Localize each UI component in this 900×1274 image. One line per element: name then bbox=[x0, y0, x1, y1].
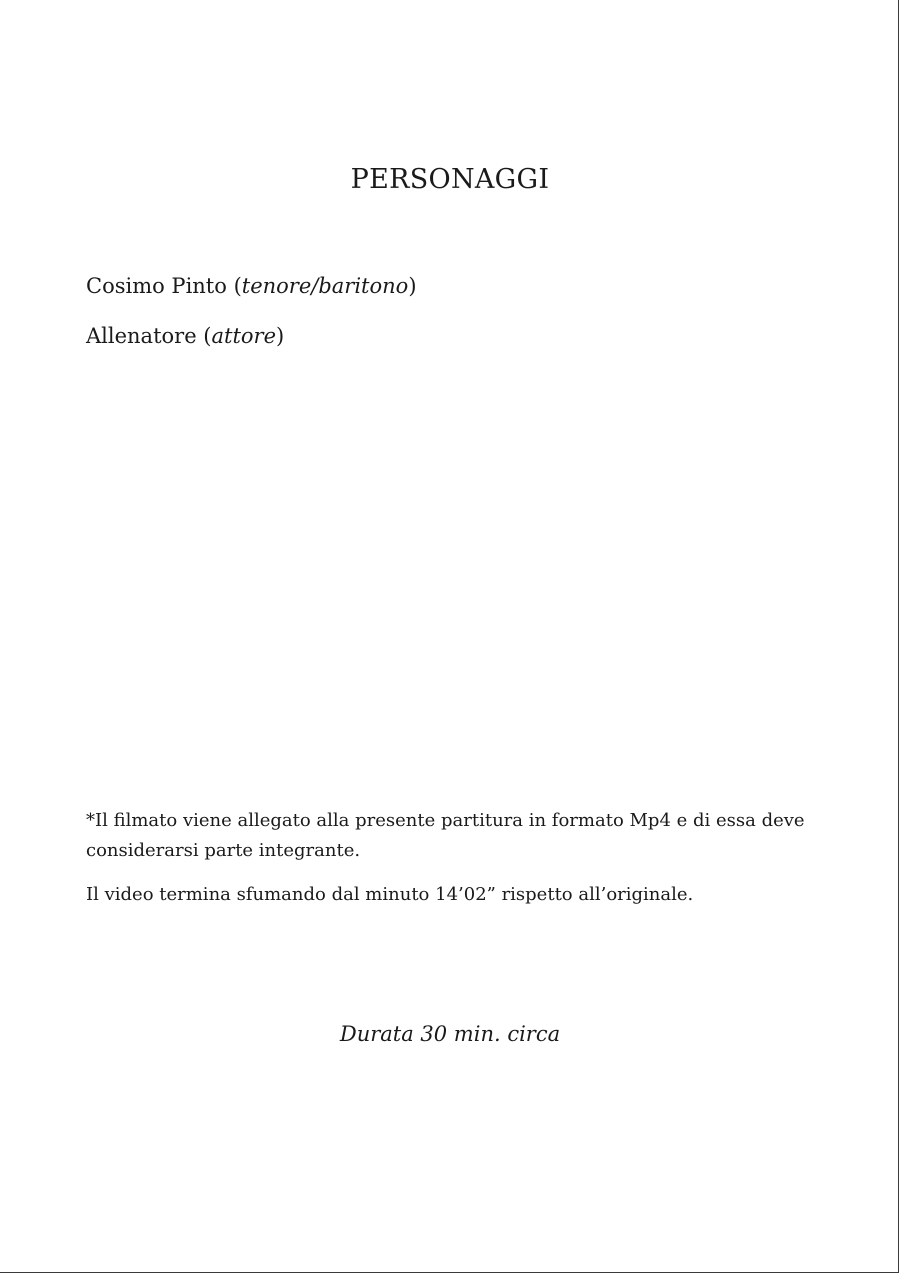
paren-open: ( bbox=[226, 274, 242, 298]
video-attachment-note: *Il filmato viene allegato alla presente partitura in formato Mp4 e di essa deve considerarsi parte integrante. bbox=[86, 810, 805, 861]
character-role: attore bbox=[211, 324, 277, 348]
character-role: tenore/baritono bbox=[241, 274, 409, 298]
page-title: PERSONAGGI bbox=[350, 164, 550, 195]
paren-close: ) bbox=[276, 324, 285, 348]
character-line-allenatore bbox=[86, 324, 284, 348]
character-name: Cosimo Pinto bbox=[86, 274, 227, 298]
duration-label: Durata 30 min. circa bbox=[339, 1022, 561, 1046]
paren-open: ( bbox=[196, 324, 212, 348]
paren-close: ) bbox=[408, 274, 417, 298]
video-ending-note: Il video termina sfumando dal minuto 14’02” rispetto all’originale. bbox=[86, 884, 694, 905]
character-name: Allenatore bbox=[86, 324, 197, 348]
character-line-cosimo-pinto bbox=[86, 274, 417, 298]
